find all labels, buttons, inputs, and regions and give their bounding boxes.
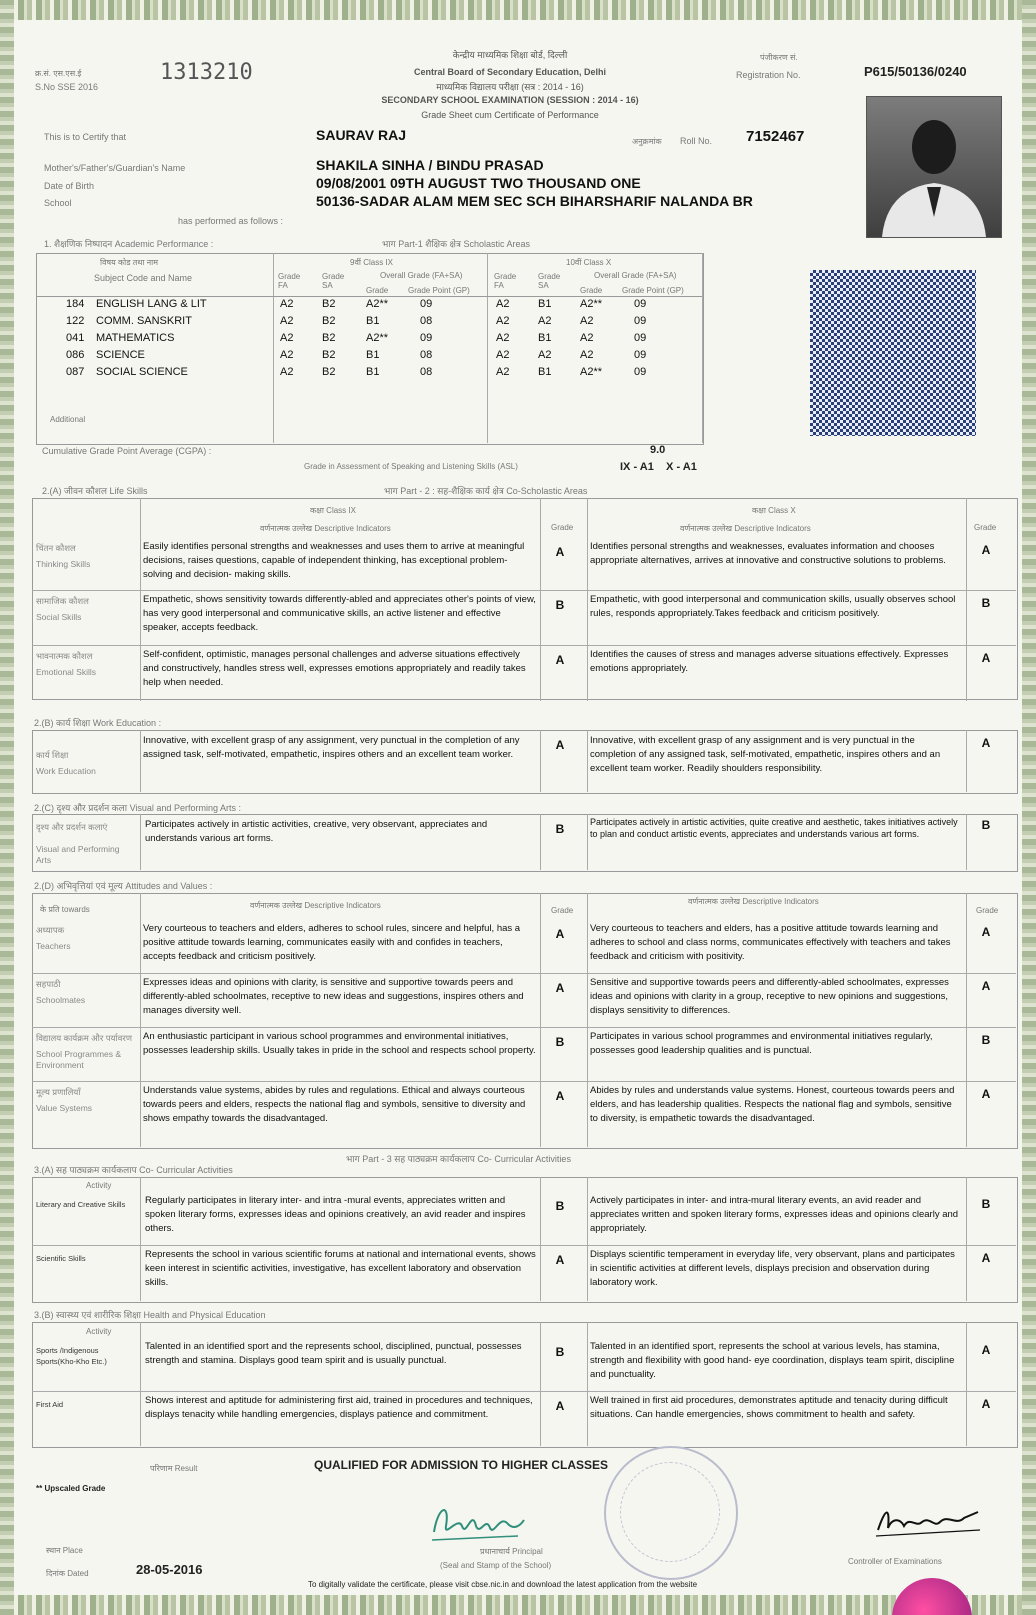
part2-label: भाग Part - 2 : सह-शैक्षिक कार्य क्षेत्र Co-Scholastic Areas [384, 486, 588, 496]
validate-note: To digitally validate the certificate, please visit cbse.nic.in and download the latest application from the website [308, 1580, 698, 1589]
row-label: Literary and Creative Skills [36, 1200, 126, 1209]
row-ix-desc: Expresses ideas and opinions with clarity, is sensitive and supportive towards peers and differently-abled schoolmates, receptive to new ideas and suggestions, inspires others and manages diversity well. [143, 977, 524, 1016]
cgpa-label: Cumulative Grade Point Average (CGPA) : [42, 446, 212, 456]
subject-ix-sa: B2 [322, 349, 336, 361]
x-fa-header: Grade FA [494, 272, 517, 290]
column-divider [966, 1322, 967, 1446]
subject-ix-gp: 08 [420, 349, 433, 361]
attitudes-section-label: 2.(D) अभिवृत्तियां एवं मूल्य Attitudes and Values : [34, 881, 213, 891]
life-x-desc-header: वर्णनात्मक उल्लेख Descriptive Indicators [680, 524, 811, 533]
column-divider [966, 498, 967, 701]
work-name: Work Education [36, 766, 96, 776]
row-ix-grade: B [555, 1035, 565, 1049]
roll-value: 7152467 [746, 128, 805, 145]
exam-name: SECONDARY SCHOOL EXAMINATION (SESSION : 2014 - 16) [381, 95, 639, 105]
row-ix-grade: A [555, 653, 565, 667]
cocurricular-section-label: 3.(A) सह पाठ्यक्रम कार्यकलाप Co- Curricular Activities [34, 1165, 233, 1175]
work-hindi: कार्य शिक्षा [36, 750, 69, 760]
dob-value: 09/08/2001 09TH AUGUST TWO THOUSAND ONE [316, 175, 641, 191]
subject-name: MATHEMATICS [96, 332, 175, 344]
subject-ix-grade: A2** [366, 332, 389, 344]
date-label: दिनांक Dated [46, 1569, 89, 1578]
subject-x-gp: 09 [634, 298, 647, 310]
result-value: QUALIFIED FOR ADMISSION TO HIGHER CLASSES [314, 1458, 609, 1472]
row-ix-grade: A [555, 1089, 565, 1103]
att-ix-desc-header: वर्णनात्मक उल्लेख Descriptive Indicators [250, 901, 381, 910]
principal-signature [428, 1496, 528, 1549]
row-label: Teachers [36, 941, 71, 951]
principal-signature-icon [428, 1496, 528, 1544]
arts-hindi: दृश्य और प्रदर्शन कलाएं [36, 822, 108, 832]
row-x-grade: B [981, 1197, 991, 1211]
row-label: Sports /Indigenous Sports(Kho-Kho Etc.) [36, 1346, 107, 1366]
cgpa-value: 9.0 [650, 444, 666, 456]
subject-code: 041 [66, 332, 85, 344]
ix-grade-header: Grade [366, 286, 389, 295]
row-ix-grade: A [555, 545, 565, 559]
health-section-label: 3.(B) स्वास्थ्य एवं शारीरिक शिक्षा Health and Physical Education [34, 1310, 266, 1320]
row-ix-grade: B [555, 1199, 565, 1213]
school-seal [604, 1446, 738, 1580]
controller-label: Controller of Examinations [848, 1557, 942, 1566]
row-ix-desc: Regularly participates in literary inter- and intra -mural events, appreciates written and spoken literary forms, expresses ideas and opinions creatively, an avid reader and inspires others. [145, 1195, 526, 1234]
reg-hindi: पंजीकरण सं. [760, 53, 798, 62]
column-divider [540, 498, 541, 701]
row-divider [32, 1391, 1016, 1392]
subject-ix-gp: 08 [420, 366, 433, 378]
row-ix-grade: A [555, 927, 565, 941]
subject-x-sa: A2 [538, 315, 552, 327]
subject-ix-gp: 09 [420, 332, 433, 344]
row-label: First Aid [36, 1400, 64, 1409]
decorative-border-right [1022, 0, 1036, 1615]
sno-hindi: क्र.सं. एस.एस.ई [35, 69, 82, 78]
cert-title: Grade Sheet cum Certificate of Performance [421, 110, 599, 120]
column-divider [540, 1177, 541, 1301]
parents-value: SHAKILA SINHA / BINDU PRASAD [316, 157, 544, 173]
class-x-header: 10वीं Class X [566, 258, 612, 267]
decorative-border-bottom [0, 1595, 1036, 1615]
row-divider [32, 973, 1016, 974]
subject-x-fa: A2 [496, 366, 510, 378]
row-label: Scientific Skills [36, 1254, 86, 1263]
roll-label: Roll No. [680, 136, 713, 146]
arts-ix-grade: B [555, 822, 565, 836]
row-x-grade: B [981, 596, 991, 610]
subject-code: 086 [66, 349, 85, 361]
controller-signature [874, 1500, 984, 1545]
row-x-grade: A [981, 925, 991, 939]
ix-overall-header: Overall Grade (FA+SA) [380, 271, 463, 280]
subject-ix-gp: 08 [420, 315, 433, 327]
row-x-desc: Displays scientific temperament in everyday life, very observant, plans and participates in scientific activities at different levels, displays precision and observation during laboratory work. [590, 1249, 955, 1288]
subject-x-grade: A2 [580, 332, 594, 344]
column-divider [966, 1177, 967, 1301]
row-label-hindi: भावनात्मक कौशल [36, 651, 93, 661]
row-ix-desc: Empathetic, shows sensitivity towards differently-abled and appreciates other's points of view, has very good interpersonal and communicative skills, an active listener and effective speaker, accepts feedback. [143, 594, 536, 633]
subject-x-grade: A2 [580, 315, 594, 327]
subject-ix-fa: A2 [280, 366, 294, 378]
work-ix-grade: A [555, 738, 565, 752]
certify-label: This is to Certify that [44, 132, 127, 142]
column-divider [587, 1177, 588, 1301]
subject-ix-grade: A2** [366, 298, 389, 310]
subject-ix-fa: A2 [280, 298, 294, 310]
subject-ix-sa: B2 [322, 332, 336, 344]
principal-label: प्रधानाचार्य Principal [480, 1547, 543, 1556]
row-label-hindi: सामाजिक कौशल [36, 596, 89, 606]
subject-ix-fa: A2 [280, 349, 294, 361]
x-sa-header: Grade SA [538, 272, 561, 290]
row-divider [32, 1245, 1016, 1246]
subject-name: COMM. SANSKRIT [96, 315, 192, 327]
arts-x-grade: B [981, 818, 991, 832]
row-ix-grade: A [555, 1399, 565, 1413]
row-x-desc: Participates in various school programmes and environmental initiatives regularly, possesses good leadership qualities and is punctual. [590, 1031, 933, 1056]
subject-code: 184 [66, 298, 85, 310]
subject-ix-fa: A2 [280, 315, 294, 327]
subject-ix-grade: B1 [366, 349, 380, 361]
life-class-ix-header: कक्षा Class IX [310, 506, 356, 515]
row-label: Thinking Skills [36, 559, 91, 569]
subject-x-sa: B1 [538, 332, 552, 344]
subject-ix-sa: B2 [322, 298, 336, 310]
scholastic-part-label: भाग Part-1 शैक्षिक क्षेत्र Scholastic Areas [382, 239, 531, 249]
work-ix-desc: Innovative, with excellent grasp of any assignment, very punctual in the completion of any assigned task, self-motivated, empathetic, inspires others and an excellent team worker. [143, 735, 520, 760]
controller-signature-icon [874, 1500, 984, 1540]
column-divider [140, 1322, 141, 1446]
decorative-border-left [0, 0, 14, 1615]
arts-name: Visual and Performing Arts [36, 844, 120, 865]
board-name: Central Board of Secondary Education, Delhi [413, 67, 607, 77]
column-divider [140, 893, 141, 1147]
subject-x-gp: 09 [634, 349, 647, 361]
column-divider [966, 893, 967, 1147]
row-x-desc: Talented in an identified sport, represents the school at various levels, has stamina, strength and flexibility with good hand- eye coordination, displays team spirit, discipline and punctuality. [590, 1341, 955, 1380]
life-class-x-header: कक्षा Class X [752, 506, 796, 515]
stamp-label: (Seal and Stamp of the School) [440, 1561, 552, 1570]
subject-ix-grade: B1 [366, 366, 380, 378]
work-x-grade: A [981, 736, 991, 750]
row-label-hindi: मूल्य प्रणालियाँ [36, 1087, 81, 1097]
row-label: Emotional Skills [36, 667, 96, 677]
decorative-border-top [0, 0, 1036, 20]
work-section-label: 2.(B) कार्य शिक्षा Work Education : [34, 718, 162, 728]
subject-x-grade: A2 [580, 349, 594, 361]
work-x-desc: Innovative, with excellent grasp of any assignment and is very punctual in the completion of any assigned task, self-motivated, empathetic, inspires others and an excellent team worker. Readily shoulders responsibility. [590, 735, 941, 774]
ix-sa-header: Grade SA [322, 272, 345, 290]
life-x-grade-header: Grade [974, 523, 997, 532]
column-divider [540, 1322, 541, 1446]
additional-label: Additional [50, 415, 86, 424]
row-label-hindi: चिंतन कौशल [36, 543, 76, 553]
row-label-hindi: अध्यापक [36, 925, 65, 935]
reg-label: Registration No. [736, 70, 801, 80]
corner-logo [892, 1578, 972, 1615]
roll-hindi: अनुक्रमांक [632, 137, 662, 146]
issue-date: 28-05-2016 [136, 1562, 203, 1577]
subject-x-grade: A2** [580, 298, 603, 310]
row-ix-grade: B [555, 598, 565, 612]
class-ix-header: 9वीं Class IX [350, 258, 393, 267]
result-label: परिणाम Result [150, 1464, 198, 1473]
student-name: SAURAV RAJ [316, 127, 406, 143]
subject-name: SCIENCE [96, 349, 145, 361]
student-photo [866, 96, 1002, 238]
subject-ix-grade: B1 [366, 315, 380, 327]
row-x-desc: Empathetic, with good interpersonal and communication skills, usually observes school rules, responds appropriately.Takes feedback and criticism positively. [590, 594, 956, 619]
subject-name: SOCIAL SCIENCE [96, 366, 188, 378]
row-divider [32, 645, 1016, 646]
subject-code: 087 [66, 366, 85, 378]
subject-x-gp: 09 [634, 315, 647, 327]
row-divider [32, 590, 1016, 591]
row-x-desc: Very courteous to teachers and elders, has a positive attitude towards learning and adheres to school and class norms, communicates effectively with teachers and takes feedback and criticism with positivity. [590, 923, 951, 962]
student-portrait-icon [867, 97, 1001, 237]
exam-hindi: माध्यमिक विद्यालय परीक्षा (सत्र : 2014 - 16) [436, 82, 584, 92]
row-x-grade: A [981, 543, 991, 557]
life-ix-grade-header: Grade [551, 523, 574, 532]
arts-ix-desc: Participates actively in artistic activities, creative, very observant, appreciates and understands various art forms. [145, 819, 488, 844]
subject-x-fa: A2 [496, 349, 510, 361]
row-x-desc: Actively participates in inter- and intra-mural literary events, an avid reader and appreciates written and spoken literary forms, expresses ideas and opinions clearly and appropriately. [590, 1195, 959, 1234]
row-ix-desc: Self-confident, optimistic, manages personal challenges and adverse situations effectively and constructively, handles stress well, expresses emotions appropriately and readily takes help when needed. [143, 649, 526, 688]
subject-x-fa: A2 [496, 315, 510, 327]
column-divider [140, 498, 141, 701]
subject-x-gp: 09 [634, 332, 647, 344]
subject-col-header: Subject Code and Name [94, 273, 193, 283]
row-divider [32, 1081, 1016, 1082]
parents-label: Mother's/Father's/Guardian's Name [44, 163, 186, 173]
towards-label: के प्रति towards [40, 905, 90, 914]
column-divider [140, 1177, 141, 1301]
qr-code [810, 270, 976, 436]
activity-header: Activity [86, 1181, 112, 1190]
row-label: Social Skills [36, 612, 82, 622]
reg-value: P615/50136/0240 [864, 64, 967, 79]
subject-x-sa: A2 [538, 349, 552, 361]
column-divider [587, 893, 588, 1147]
row-x-grade: B [981, 1033, 991, 1047]
life-ix-desc-header: वर्णनात्मक उल्लेख Descriptive Indicators [260, 524, 391, 533]
att-ix-grade-header: Grade [551, 906, 574, 915]
subject-x-fa: A2 [496, 298, 510, 310]
subject-x-grade: A2** [580, 366, 603, 378]
ix-fa-header: Grade FA [278, 272, 301, 290]
att-x-grade-header: Grade [976, 906, 999, 915]
place-label: स्थान Place [46, 1546, 83, 1555]
part3-label: भाग Part - 3 सह पाठ्यक्रम कार्यकलाप Co- Curricular Activities [346, 1154, 571, 1164]
arts-x-desc: Participates actively in artistic activities, quite creative and aesthetic, takes initiatives actively to plan and conduct artistic events, appreciates and understands various art forms. [590, 817, 958, 839]
subject-ix-sa: B2 [322, 315, 336, 327]
row-ix-desc: Understands value systems, abides by rules and regulations. Ethical and always courteous towards peers and elders, respects the national flag and symbols, sensitive to diversity and shows empathy towards the disadvantaged. [143, 1085, 526, 1124]
row-ix-desc: An enthusiastic participant in various school programmes and environmental initiatives, possesses leadership skills. Usually takes in pride in the school and respects school property. [143, 1031, 536, 1056]
row-x-grade: A [981, 1251, 991, 1265]
x-grade-header: Grade [580, 286, 603, 295]
row-x-desc: Abides by rules and understands value systems. Honest, courteous towards peers and elders, and has leadership qualities. Respects the national flag and symbols, sensitive to diversity, is empathetic towards the disadvantaged. [590, 1085, 955, 1124]
health-activity-header: Activity [86, 1327, 112, 1336]
subject-code: 122 [66, 315, 85, 327]
row-x-grade: A [981, 651, 991, 665]
sno-label: S.No SSE 2016 [35, 82, 99, 92]
column-divider [587, 1322, 588, 1446]
school-label: School [44, 198, 72, 208]
row-divider [32, 1027, 1016, 1028]
x-overall-header: Overall Grade (FA+SA) [594, 271, 677, 280]
asl-value: IX - A1 X - A1 [620, 461, 697, 473]
row-ix-desc: Very courteous to teachers and elders, adheres to school rules, sincere and helpful, has a positive attitude towards learning, communicates easily with and confides in teachers, accepts feedback and criticism positively. [143, 923, 521, 962]
row-x-desc: Identifies the causes of stress and manages adverse situations effectively. Expresses emotions appropriately. [590, 649, 949, 674]
dob-label: Date of Birth [44, 181, 95, 191]
subject-ix-gp: 09 [420, 298, 433, 310]
row-label-hindi: सहपाठी [36, 979, 61, 989]
school-value: 50136-SADAR ALAM MEM SEC SCH BIHARSHARIF NALANDA BR [316, 193, 753, 209]
life-skills-section-label: 2.(A) जीवन कौशल Life Skills [42, 486, 148, 496]
column-divider [587, 498, 588, 701]
row-ix-desc: Represents the school in various scientific forums at national and international events, shows keen interest in scientific activities, investigative, has excellent laboratory and observation skills. [145, 1249, 536, 1288]
row-x-grade: A [981, 1397, 991, 1411]
att-x-desc-header: वर्णनात्मक उल्लेख Descriptive Indicators [688, 897, 819, 906]
subject-ix-sa: B2 [322, 366, 336, 378]
sno-value: 1313210 [160, 60, 253, 85]
row-x-grade: A [981, 1343, 991, 1357]
subject-ix-fa: A2 [280, 332, 294, 344]
row-x-desc: Sensitive and supportive towards peers and differently-abled schoolmates, expresses ideas and opinions with clarity in a group, receptive to new opinions and suggestions, displays sensitivity to differences. [590, 977, 949, 1016]
row-ix-desc: Talented in an identified sport and the represents school, disciplined, punctual, possesses strength and stamina. Displays good team spirit and is usually punctual. [145, 1341, 522, 1366]
row-label: Value Systems [36, 1103, 93, 1113]
row-ix-grade: B [555, 1345, 565, 1359]
board-hindi: केन्द्रीय माध्यमिक शिक्षा बोर्ड, दिल्ली [452, 50, 568, 60]
x-gp-header: Grade Point (GP) [622, 286, 684, 295]
row-x-desc: Identifies personal strengths and weaknesses, evaluates information and chooses appropriate alternatives, arrives at innovative and constructive solutions to problems. [590, 541, 946, 566]
subject-x-gp: 09 [634, 366, 647, 378]
row-ix-grade: A [555, 981, 565, 995]
row-label: School Programmes & Environment [36, 1049, 122, 1070]
row-ix-desc: Easily identifies personal strengths and weaknesses and uses them to arrive at meaningful decisions, raises questions, capable of independent thinking, has exceptional problem- solving and decision- making skills. [143, 541, 525, 580]
subject-x-sa: B1 [538, 366, 552, 378]
row-ix-desc: Shows interest and aptitude for administering first aid, trained in procedures and techniques, displays tenacity while handling emergencies, displays patience and commitment. [145, 1395, 533, 1420]
subject-x-sa: B1 [538, 298, 552, 310]
row-label-hindi: विद्यालय कार्यक्रम और पर्यावरण [36, 1033, 133, 1043]
upscaled-note: ** Upscaled Grade [36, 1484, 106, 1493]
row-x-grade: A [981, 1087, 991, 1101]
subject-name: ENGLISH LANG & LIT [96, 298, 207, 310]
row-x-grade: A [981, 979, 991, 993]
performed-label: has performed as follows : [178, 216, 284, 226]
subject-col-hindi: विषय कोड तथा नाम [100, 258, 158, 267]
subject-x-fa: A2 [496, 332, 510, 344]
academic-section-label: 1. शैक्षणिक निष्पादन Academic Performance : [44, 239, 214, 249]
row-ix-grade: A [555, 1253, 565, 1267]
column-divider [540, 893, 541, 1147]
ix-gp-header: Grade Point (GP) [408, 286, 470, 295]
asl-label: Grade in Assessment of Speaking and Listening Skills (ASL) [304, 462, 518, 471]
row-label: Schoolmates [36, 995, 86, 1005]
row-x-desc: Well trained in first aid procedures, demonstrates aptitude and tenacity during difficult situations. Can handle emergencies, shows commitment to health and safety. [590, 1395, 948, 1420]
arts-section-label: 2.(C) दृश्य और प्रदर्शन कला Visual and Performing Arts : [34, 803, 241, 813]
